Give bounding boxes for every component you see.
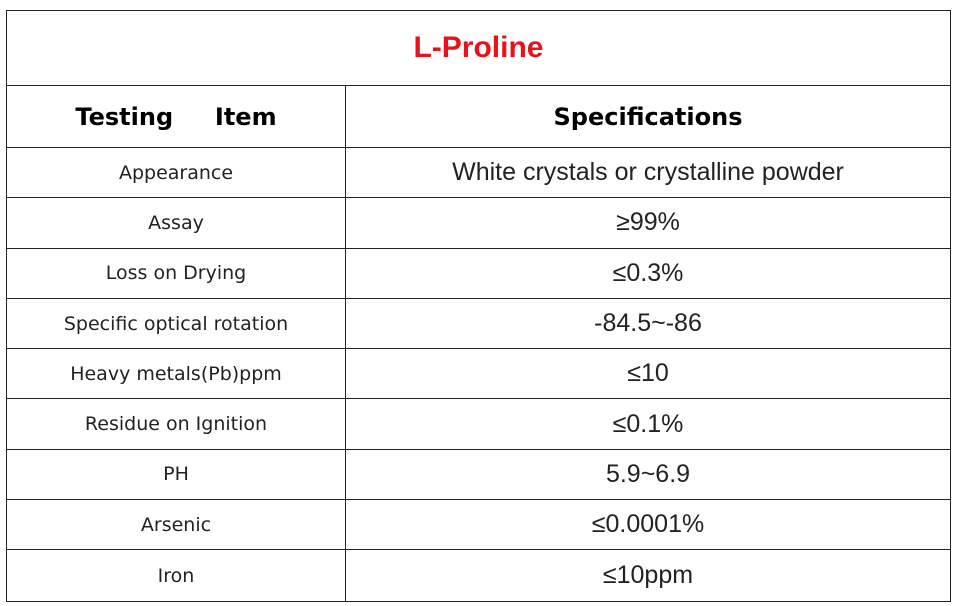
table-row [7,450,950,500]
table-row [7,349,950,399]
testing-item-cell: Assay [7,198,346,247]
specification-cell: ≥99% [616,208,680,237]
testing-item-cell: Iron [7,550,346,600]
table-row [7,299,950,349]
header-testing-item-label: Testing Item [75,102,277,131]
table-title: L-Proline [7,11,950,86]
testing-item-cell: Loss on Drying [7,249,346,298]
specification-cell: -84.5~-86 [594,309,702,338]
testing-item-cell: PH [7,450,346,499]
table-row [7,399,950,449]
specification-table [6,10,951,602]
testing-item-cell: Heavy metals(Pb)ppm [7,349,346,398]
testing-item-cell: Residue on Ignition [7,399,346,448]
header-specifications: Specifications [553,102,743,131]
table-row [7,249,950,299]
specification-cell: ≤10ppm [602,561,694,590]
table-row [7,550,950,600]
table-row [7,500,950,550]
testing-item-cell: Appearance [7,148,346,197]
testing-item-cell: Specific optical rotation [7,299,346,348]
specification-cell: ≤0.0001% [591,510,705,539]
table-row [7,198,950,248]
specification-cell: White crystals or crystalline powder [452,158,844,187]
specification-cell: ≤0.3% [612,258,684,287]
header-row [7,86,950,148]
header-testing-item [7,86,346,147]
specification-cell: ≤10 [627,359,669,388]
specification-cell: 5.9~6.9 [605,459,691,488]
specification-cell: ≤0.1% [612,409,684,438]
table-row [7,148,950,198]
testing-item-cell: Arsenic [7,500,346,549]
